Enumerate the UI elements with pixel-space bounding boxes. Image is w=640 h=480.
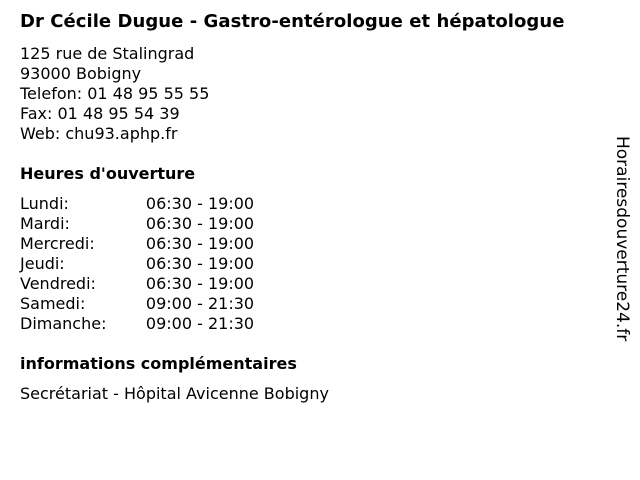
time-range: 09:00 - 21:30	[145, 314, 255, 333]
site-watermark: Horairesdouverture24.fr	[612, 136, 632, 342]
city-postcode: 93000 Bobigny	[20, 64, 142, 83]
phone-number: Telefon: 01 48 95 55 55	[20, 84, 210, 103]
time-range: 06:30 - 19:00	[145, 214, 255, 233]
page-title: Dr Cécile Dugue - Gastro-entérologue et hépatologue	[20, 11, 565, 32]
website: Web: chu93.aphp.fr	[20, 124, 178, 143]
day-label: Vendredi:	[20, 274, 96, 293]
time-range: 09:00 - 21:30	[145, 294, 255, 313]
time-range: 06:30 - 19:00	[145, 274, 255, 293]
day-label: Dimanche:	[20, 314, 107, 333]
additional-info-text: Secrétariat - Hôpital Avicenne Bobigny	[20, 384, 329, 403]
opening-hours-heading: Heures d'ouverture	[20, 164, 196, 183]
day-label: Lundi:	[20, 194, 69, 213]
day-label: Jeudi:	[20, 254, 65, 273]
day-label: Mardi:	[20, 214, 70, 233]
day-label: Samedi:	[20, 294, 86, 313]
street-address: 125 rue de Stalingrad	[20, 44, 195, 63]
day-label: Mercredi:	[20, 234, 95, 253]
address-block	[20, 44, 209, 144]
time-range: 06:30 - 19:00	[145, 194, 255, 213]
time-range: 06:30 - 19:00	[145, 234, 255, 253]
fax-number: Fax: 01 48 95 54 39	[20, 104, 180, 123]
time-range: 06:30 - 19:00	[145, 254, 255, 273]
additional-info-heading: informations complémentaires	[20, 354, 297, 373]
